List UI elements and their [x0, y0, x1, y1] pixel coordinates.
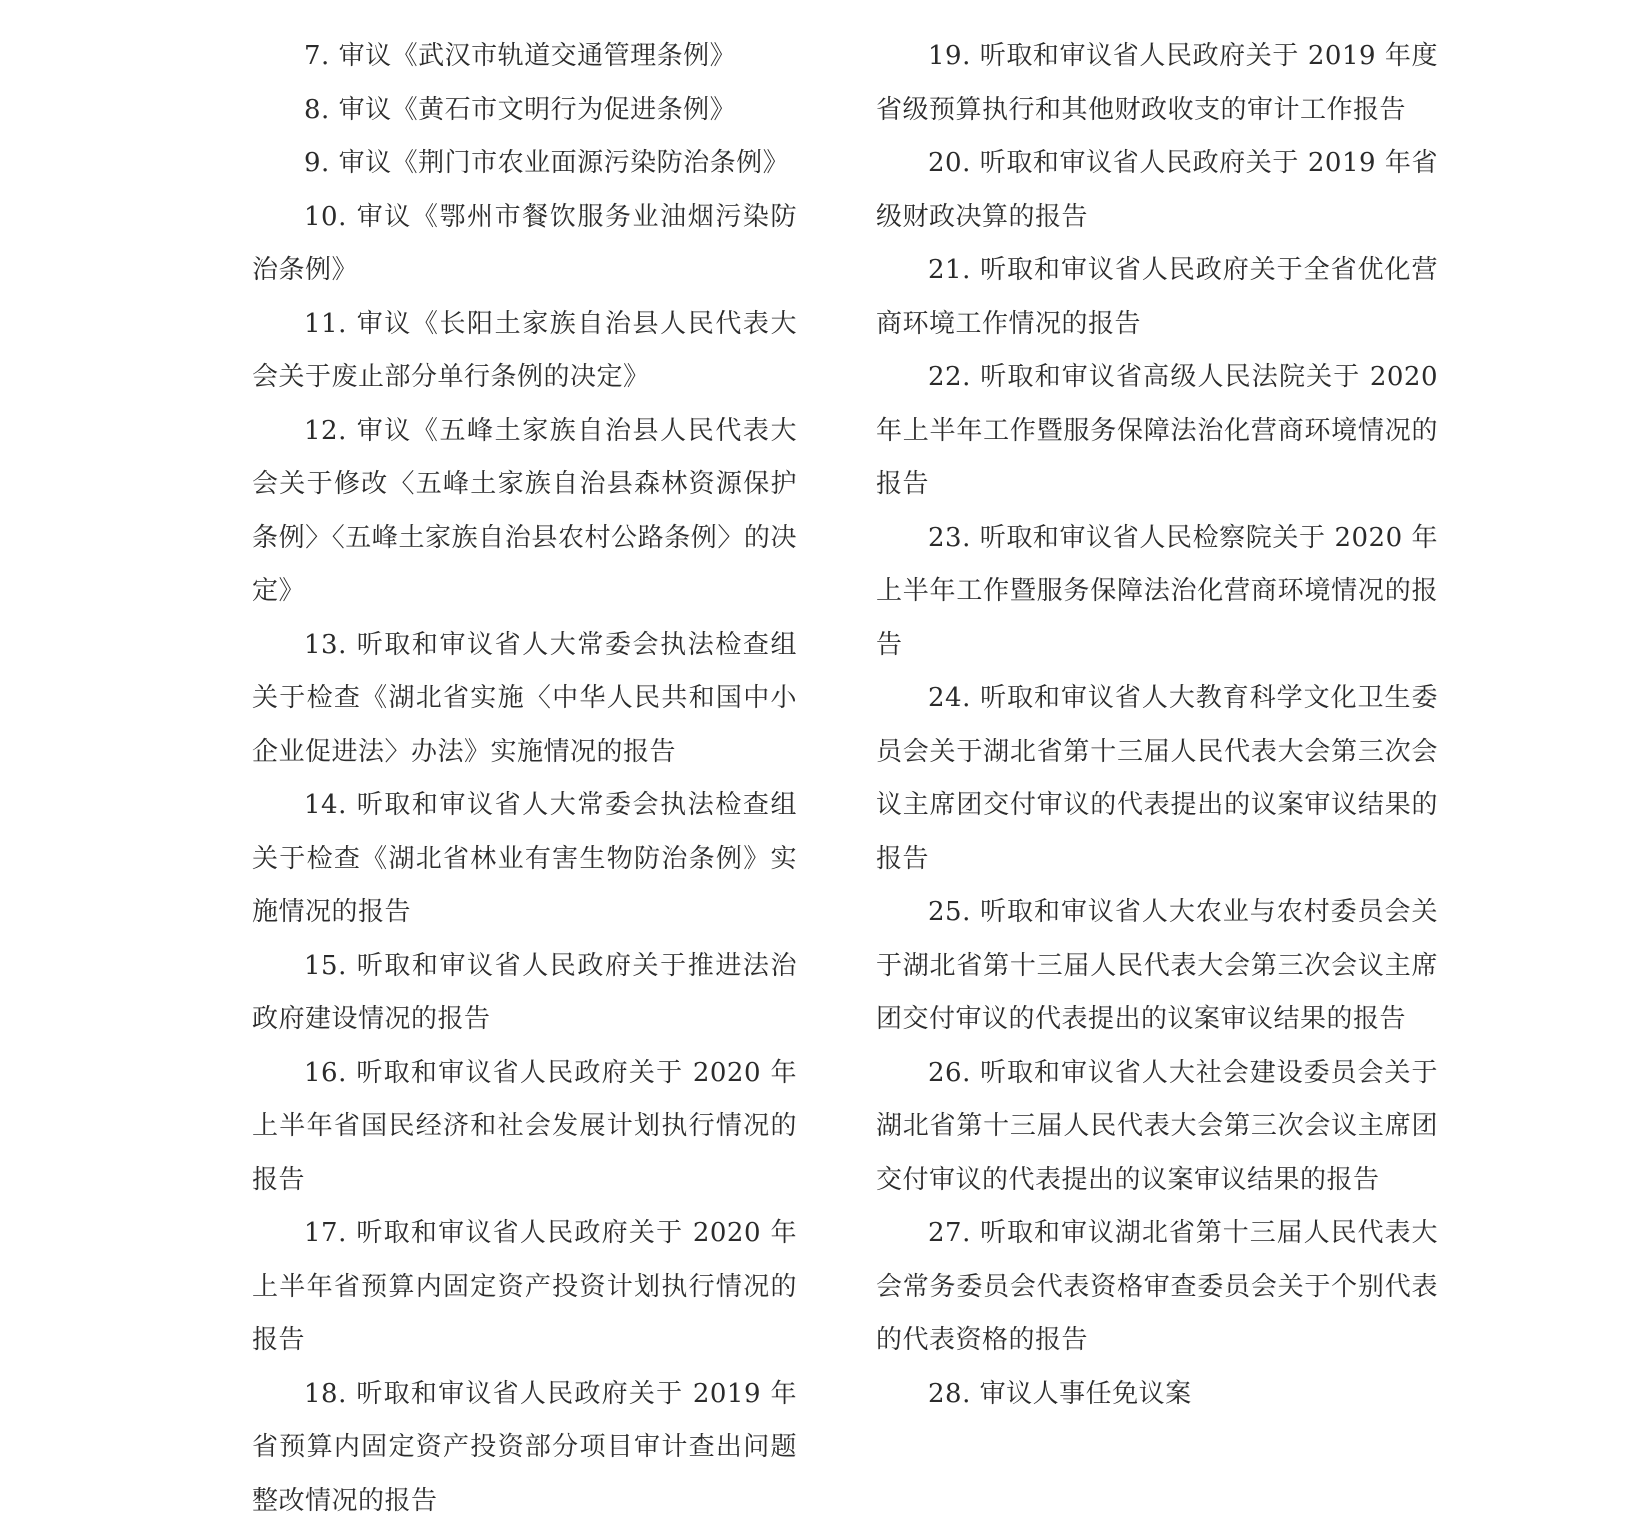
- list-item: 26. 听取和审议省人大社会建设委员会关于湖北省第十三届人民代表大会第三次会议主席团交付审议的代表提出的议案审议结果的报告: [876, 1047, 1438, 1208]
- list-item: 18. 听取和审议省人民政府关于 2019 年省预算内固定资产投资部分项目审计查出问题整改情况的报告: [252, 1368, 797, 1528]
- list-item: 17. 听取和审议省人民政府关于 2020 年上半年省预算内固定资产投资计划执行情况的报告: [252, 1207, 797, 1368]
- right-column: [876, 30, 1438, 1421]
- list-item: 9. 审议《荆门市农业面源污染防治条例》: [252, 137, 797, 191]
- list-item: 27. 听取和审议湖北省第十三届人民代表大会常务委员会代表资格审查委员会关于个别代表的代表资格的报告: [876, 1207, 1438, 1368]
- list-item: 19. 听取和审议省人民政府关于 2019 年度省级预算执行和其他财政收支的审计工作报告: [876, 30, 1438, 137]
- list-item: 8. 审议《黄石市文明行为促进条例》: [252, 84, 797, 138]
- list-item: 20. 听取和审议省人民政府关于 2019 年省级财政决算的报告: [876, 137, 1438, 244]
- list-item: 10. 审议《鄂州市餐饮服务业油烟污染防治条例》: [252, 191, 797, 298]
- list-item: 16. 听取和审议省人民政府关于 2020 年上半年省国民经济和社会发展计划执行情况的报告: [252, 1047, 797, 1208]
- list-item: 7. 审议《武汉市轨道交通管理条例》: [252, 30, 797, 84]
- list-item: 25. 听取和审议省人大农业与农村委员会关于湖北省第十三届人民代表大会第三次会议主席团交付审议的代表提出的议案审议结果的报告: [876, 886, 1438, 1047]
- list-item: 13. 听取和审议省人大常委会执法检查组关于检查《湖北省实施〈中华人民共和国中小企业促进法〉办法》实施情况的报告: [252, 619, 797, 780]
- list-item: 11. 审议《长阳土家族自治县人民代表大会关于废止部分单行条例的决定》: [252, 298, 797, 405]
- list-item: 23. 听取和审议省人民检察院关于 2020 年上半年工作暨服务保障法治化营商环境情况的报告: [876, 512, 1438, 673]
- list-item: 12. 审议《五峰土家族自治县人民代表大会关于修改〈五峰土家族自治县森林资源保护条例〉〈五峰土家族自治县农村公路条例〉的决定》: [252, 405, 797, 619]
- list-item: 22. 听取和审议省高级人民法院关于 2020 年上半年工作暨服务保障法治化营商环境情况的报告: [876, 351, 1438, 512]
- list-item: 15. 听取和审议省人民政府关于推进法治政府建设情况的报告: [252, 940, 797, 1047]
- list-item: 24. 听取和审议省人大教育科学文化卫生委员会关于湖北省第十三届人民代表大会第三次会议主席团交付审议的代表提出的议案审议结果的报告: [876, 672, 1438, 886]
- list-item: 21. 听取和审议省人民政府关于全省优化营商环境工作情况的报告: [876, 244, 1438, 351]
- list-item: 28. 审议人事任免议案: [876, 1368, 1438, 1422]
- list-item: 14. 听取和审议省人大常委会执法检查组关于检查《湖北省林业有害生物防治条例》实施情况的报告: [252, 779, 797, 940]
- left-column: [252, 30, 797, 1528]
